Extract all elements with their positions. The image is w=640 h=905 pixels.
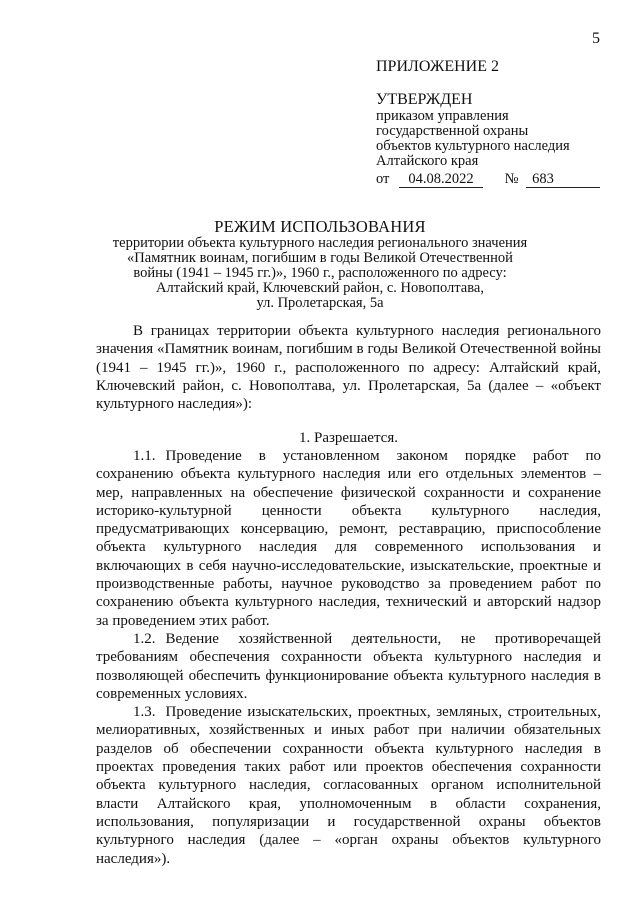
item-text: Проведение изыскательских, проектных, земляных, строительных, мелиоративных, хозяйственных и иных работ при наличии обязательных разделов об обеспечении сохранности объекта культурного наследия в проектах проведения таких работ или проектов обеспечения сохранности объекта культурного наследия, согласованных органом исполнительной власти Алтайского края, уполномоченным в области сохранения, использования, популяризации и государственной охраны объектов культурного наследия (далее – «орган охраны объектов культурного наследия»). — [96, 704, 601, 867]
approved-heading: УТВЕРЖДЕН — [376, 91, 473, 108]
section-heading: 1. Разрешается. — [299, 430, 398, 446]
section-items — [96, 447, 601, 868]
order-number-prefix: № — [504, 171, 519, 187]
item-number: 1.2. — [133, 630, 156, 647]
section-item — [96, 630, 601, 703]
section-item — [96, 447, 601, 630]
approval-line: объектов культурного наследия — [376, 138, 570, 154]
page-number: 5 — [592, 30, 600, 47]
approval-line: Алтайского края — [376, 153, 479, 169]
regime-heading-block — [110, 218, 530, 311]
section-item — [96, 703, 601, 868]
order-date-prefix: от — [376, 171, 390, 187]
appendix-title: ПРИЛОЖЕНИЕ 2 — [376, 58, 500, 75]
regime-subtitle-line: Алтайский край, Ключевский район, с. Новополтава, — [156, 280, 484, 296]
intro-paragraph: В границах территории объекта культурного наследия регионального значения «Памятник воинам, погибшим в годы Великой Отечественной войны (1941 – 1945 гг.)», 1960 г., расположенного по адресу: Алтайский край, Ключевский район, с. Новополтава, ул. Пролетарская, 5а (далее – «объект культурного наследия»): — [96, 323, 601, 413]
approval-line: приказом управления — [376, 108, 509, 124]
order-date: 04.08.2022 — [399, 171, 483, 188]
intro-paragraph-block — [96, 322, 601, 413]
order-number: 683 — [526, 171, 600, 188]
item-number: 1.3. — [133, 704, 156, 721]
item-text: Проведение в установленном законом порядке работ по сохранению объекта культурного наследия или его отдельных элементов – мер, направленных на обеспечение физической сохранности и сохранение историко-культурной ценности объекта культурного наследия, предусматривающих консервацию, ремонт, реставрацию, приспособление объекта культурного наследия для современного использования и включающих в себя научно-исследовательские, изыскательские, проектные и производственные работы, научное руководство за проведением работ по сохранению объекта культурного наследия, технический и авторский надзор за проведением этих работ. — [96, 448, 601, 629]
regime-subtitle-line: войны (1941 – 1945 гг.)», 1960 г., расположенного по адресу: — [133, 265, 507, 281]
approval-line: государственной охраны — [376, 123, 529, 139]
regime-subtitle-line: ул. Пролетарская, 5а — [256, 295, 384, 311]
approval-stamp-block — [376, 58, 616, 188]
regime-subtitle-line: «Памятник воинам, погибшим в годы Великой Отечественной — [127, 250, 513, 266]
order-line — [376, 171, 616, 188]
regime-title: РЕЖИМ ИСПОЛЬЗОВАНИЯ — [214, 217, 426, 236]
item-number: 1.1. — [133, 448, 156, 464]
item-text: Ведение хозяйственной деятельности, не противоречащей требованиям обеспечения сохранности объекта культурного наследия и позволяющей обеспечить функционирование объекта культурного наследия в современных условиях. — [96, 630, 601, 702]
regime-subtitle-line: территории объекта культурного наследия регионального значения — [112, 235, 528, 251]
